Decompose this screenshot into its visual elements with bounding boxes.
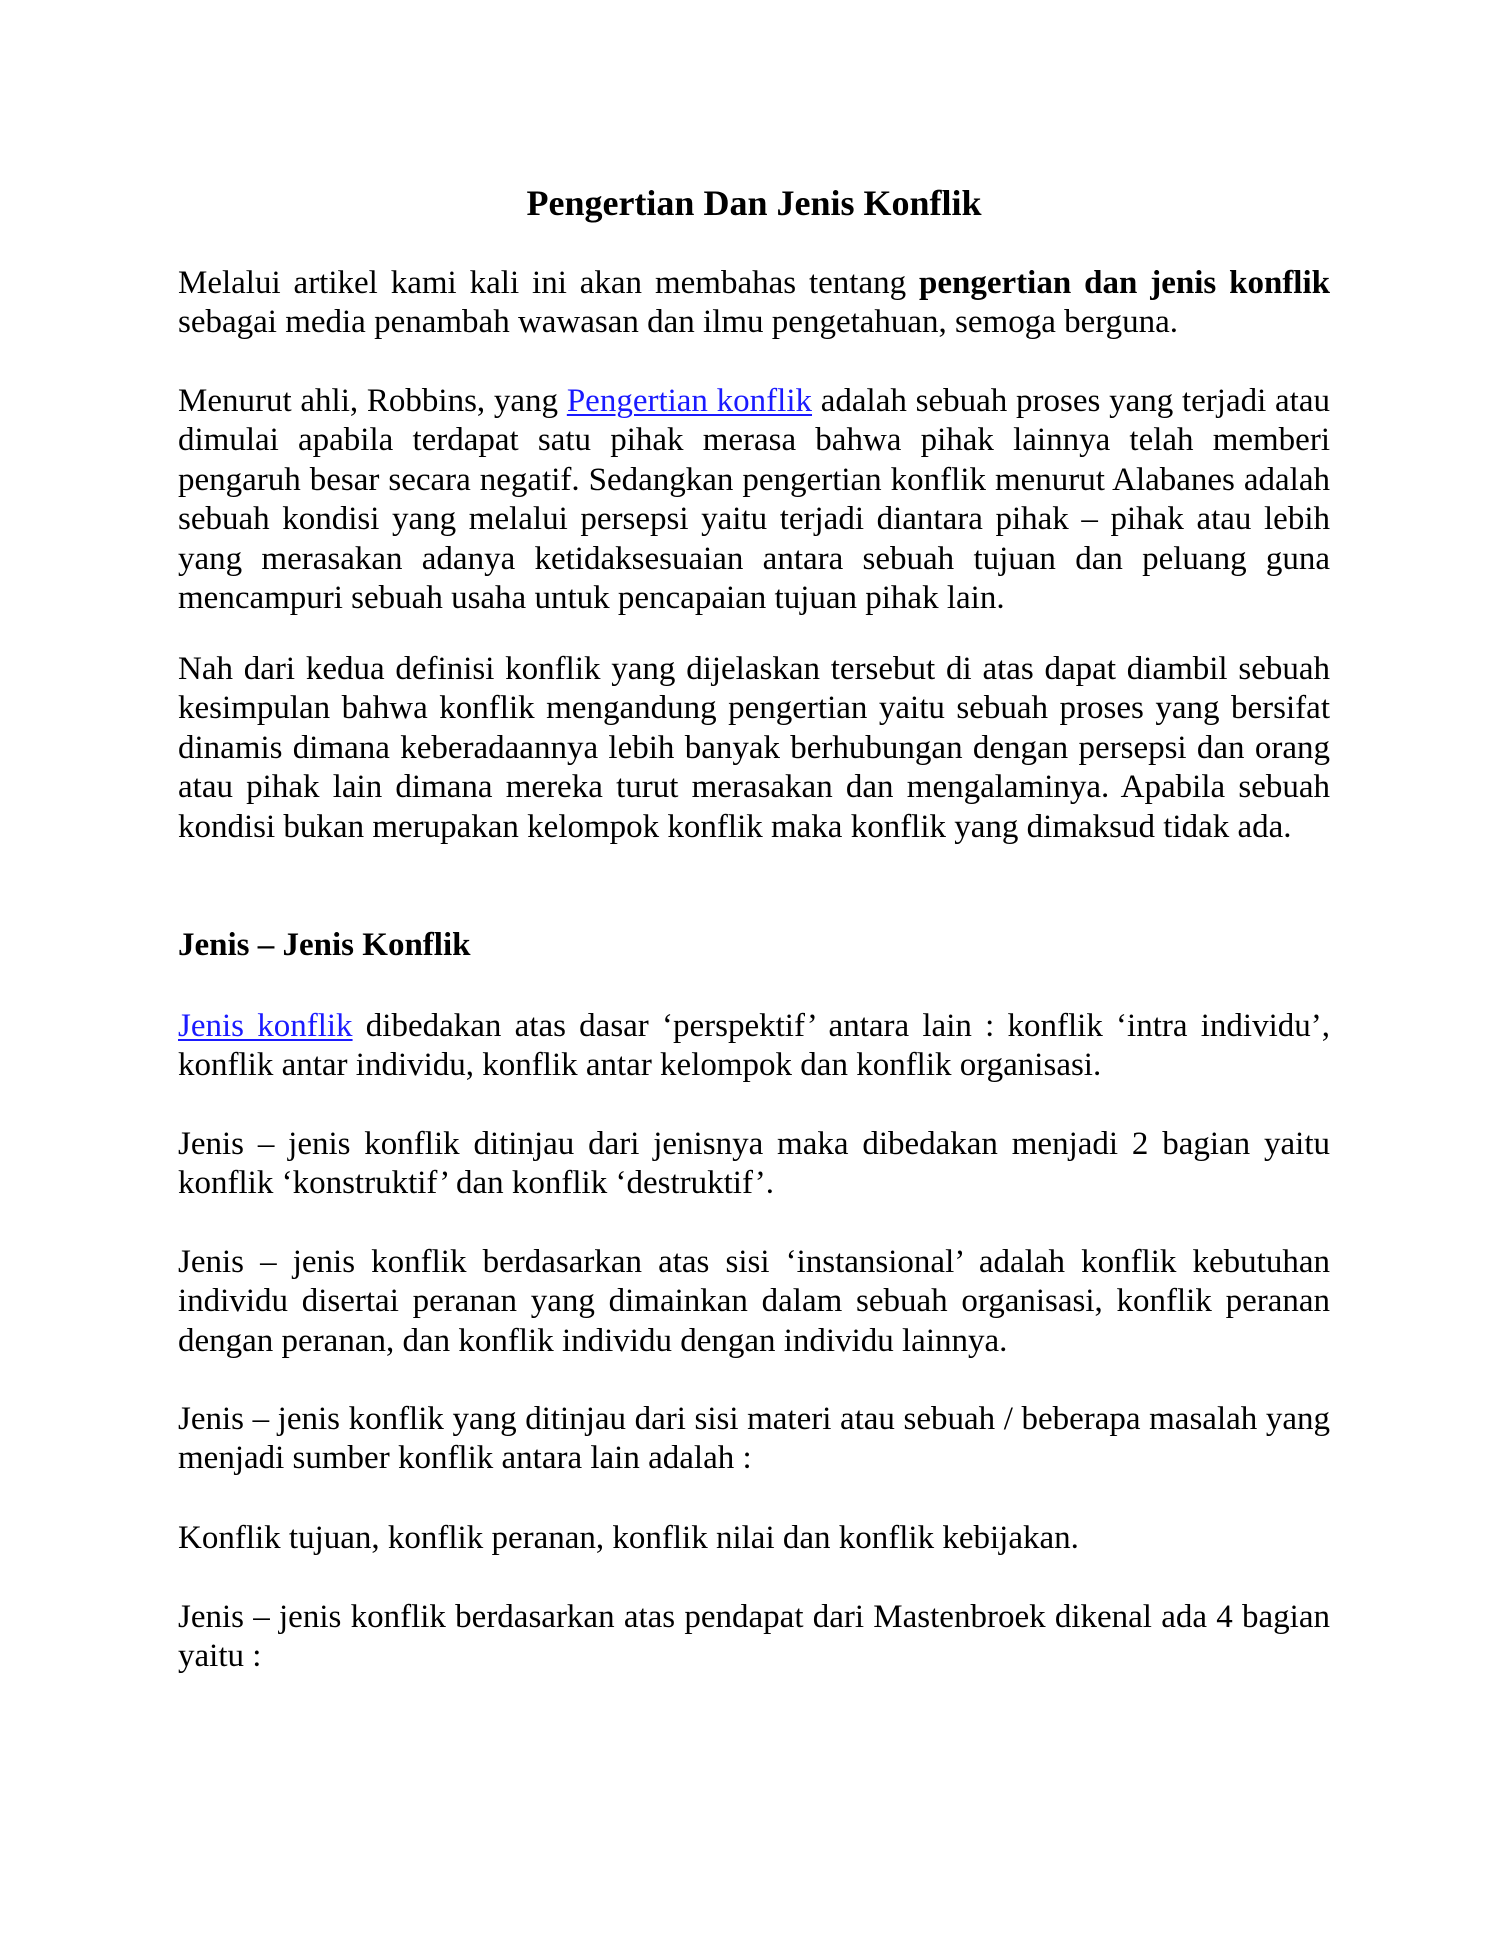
intro-bold-text: pengertian dan jenis konflik	[919, 265, 1330, 301]
jenis-konflik-link[interactable]: Jenis konflik	[178, 1008, 353, 1044]
page-title: Pengertian Dan Jenis Konflik	[526, 183, 982, 223]
intro-text: Melalui artikel kami kali ini akan membahas tentang	[178, 265, 920, 301]
by-material-paragraph: Jenis – jenis konflik yang ditinjau dari sisi materi atau sebuah / beberapa masalah yang menjadi sumber konflik antara lain adalah :	[178, 1401, 1330, 1477]
perspective-text: dibedakan atas dasar ‘perspektif’ antara lain : konflik ‘intra individu’, konflik antar individu, konflik antar kelompok dan konflik organisasi.	[178, 1008, 1330, 1084]
definition-text-end: adalah sebuah proses yang terjadi atau dimulai apabila terdapat satu pihak merasa bahwa pihak lainnya telah memberi pengaruh besar secara negatif. Sedangkan pengertian konflik menurut Alabanes adalah sebuah kondisi yang melalui persepsi yaitu terjadi diantara pihak – pihak atau lebih yang merasakan adanya ketidaksesuaian antara sebuah tujuan dan peluang guna mencampuri sebuah usaha untuk pencapaian tujuan pihak lain.	[178, 383, 1330, 617]
pengertian-konflik-link[interactable]: Pengertian konflik	[566, 383, 813, 419]
intro-text-end: sebagai media penambah wawasan dan ilmu pengetahuan, semoga berguna.	[178, 304, 1179, 341]
definition-text-start: Menurut ahli, Robbins, yang	[178, 383, 567, 419]
by-type-paragraph: Jenis – jenis konflik ditinjau dari jenisnya maka dibedakan menjadi 2 bagian yaitu konflik ‘konstruktif’ dan konflik ‘destruktif’.	[178, 1126, 1330, 1202]
conclusion-paragraph: Nah dari kedua definisi konflik yang dijelaskan tersebut di atas dapat diambil sebuah kesimpulan bahwa konflik mengandung pengertian yaitu sebuah proses yang bersifat dinamis dimana keberadaannya lebih banyak berhubungan dengan persepsi dan orang atau pihak lain dimana mereka turut merasakan dan mengalaminya. Apabila sebuah kondisi bukan merupakan kelompok konflik maka konflik yang dimaksud tidak ada.	[178, 651, 1330, 845]
mastenbroek-paragraph: Jenis – jenis konflik berdasarkan atas pendapat dari Mastenbroek dikenal ada 4 bagian yaitu :	[178, 1599, 1330, 1675]
institutional-paragraph: Jenis – jenis konflik berdasarkan atas sisi ‘instansional’ adalah konflik kebutuhan individu disertai peranan yang dimainkan dalam sebuah organisasi, konflik peranan dengan peranan, dan konflik individu dengan individu lainnya.	[178, 1244, 1330, 1359]
definition-paragraph	[178, 382, 1330, 618]
intro-paragraph	[178, 264, 1330, 343]
section-heading-jenis-konflik: Jenis – Jenis Konflik	[178, 927, 471, 963]
material-list-paragraph: Konflik tujuan, konflik peranan, konflik nilai dan konflik kebijakan.	[178, 1520, 1079, 1556]
perspective-paragraph	[178, 1007, 1330, 1086]
